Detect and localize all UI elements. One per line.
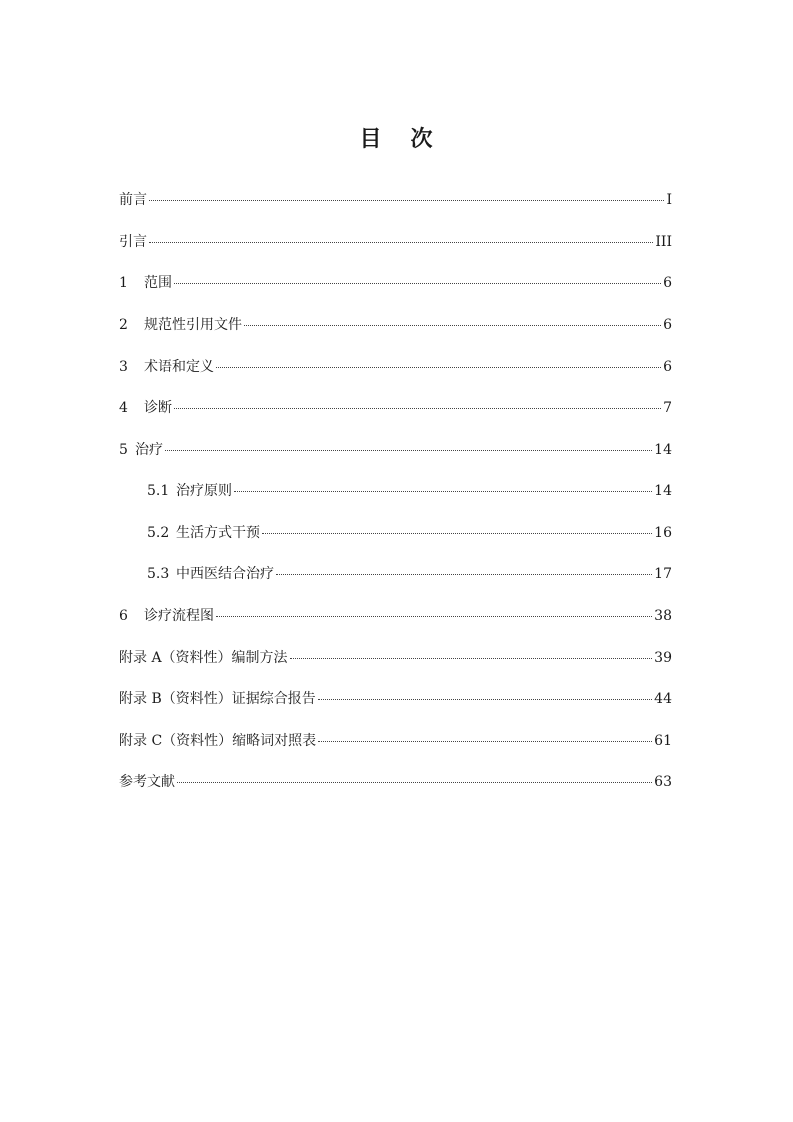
toc-leader bbox=[290, 657, 653, 659]
toc-entry-page: 6 bbox=[663, 359, 672, 375]
toc-leader bbox=[234, 490, 652, 492]
toc-entry-label: 生活方式干预 bbox=[176, 525, 260, 541]
toc-entry-number: 4 bbox=[119, 400, 128, 416]
toc-entry-5-2[interactable] bbox=[147, 522, 672, 544]
toc-entry-label: 治疗原则 bbox=[176, 483, 232, 499]
toc-entry-page: 44 bbox=[654, 691, 672, 707]
toc-entry-number: 2 bbox=[119, 317, 128, 333]
toc-entry-3[interactable] bbox=[119, 356, 672, 378]
toc-entry-label: 引言 bbox=[119, 234, 147, 250]
toc-leader bbox=[318, 698, 652, 700]
toc-entry-label: 附录 A（资料性）编制方法 bbox=[119, 650, 288, 666]
toc-entry-page: 6 bbox=[663, 275, 672, 291]
toc-entry-5-1[interactable] bbox=[147, 480, 672, 502]
toc-entry-page: III bbox=[655, 234, 672, 250]
toc-entry-appendix-a[interactable] bbox=[119, 647, 672, 669]
toc-entry-label: 前言 bbox=[119, 192, 147, 208]
toc-entry-number: 6 bbox=[119, 608, 128, 624]
toc-entry-appendix-c[interactable] bbox=[119, 730, 672, 752]
toc-leader bbox=[262, 532, 652, 534]
toc-entry-number: 5.1 bbox=[147, 483, 170, 499]
toc-entry-number: 3 bbox=[119, 359, 128, 375]
toc-entry-5[interactable] bbox=[119, 439, 672, 461]
toc-leader bbox=[174, 407, 661, 409]
toc-entry-label: 诊疗流程图 bbox=[144, 608, 214, 624]
toc-entry-preface[interactable] bbox=[119, 189, 672, 211]
toc-entry-page: 14 bbox=[654, 483, 672, 499]
toc-entry-4[interactable] bbox=[119, 397, 672, 419]
toc-entry-page: I bbox=[666, 192, 672, 208]
toc-entry-introduction[interactable] bbox=[119, 231, 672, 253]
toc-entry-number: 5.3 bbox=[147, 566, 170, 582]
toc-entry-label: 中西医结合治疗 bbox=[176, 566, 274, 582]
toc-entry-label: 附录 B（资料性）证据综合报告 bbox=[119, 691, 316, 707]
toc-leader bbox=[244, 324, 661, 326]
toc-entry-page: 17 bbox=[654, 566, 672, 582]
title-part-1: 目 bbox=[359, 127, 383, 152]
toc-entry-page: 6 bbox=[663, 317, 672, 333]
toc-entry-5-3[interactable] bbox=[147, 563, 672, 585]
toc-entry-page: 16 bbox=[654, 525, 672, 541]
toc-leader bbox=[216, 615, 652, 617]
toc-leader bbox=[276, 573, 652, 575]
toc-entry-label: 附录 C（资料性）缩略词对照表 bbox=[119, 733, 317, 749]
toc-entry-page: 7 bbox=[663, 400, 672, 416]
toc-entry-page: 14 bbox=[654, 442, 672, 458]
toc-entry-label: 治疗 bbox=[135, 442, 163, 458]
toc-leader bbox=[149, 199, 664, 201]
toc-entry-label: 诊断 bbox=[144, 400, 172, 416]
toc-entry-label: 术语和定义 bbox=[144, 359, 214, 375]
toc-entry-page: 63 bbox=[654, 774, 672, 790]
toc-entry-number: 5.2 bbox=[147, 525, 170, 541]
title-part-2: 次 bbox=[410, 127, 434, 152]
toc-leader bbox=[216, 366, 661, 368]
toc-entry-appendix-b[interactable] bbox=[119, 688, 672, 710]
toc-entry-6[interactable] bbox=[119, 605, 672, 627]
toc-leader bbox=[165, 449, 652, 451]
toc-entry-number: 1 bbox=[119, 275, 128, 291]
toc-entry-page: 61 bbox=[654, 733, 672, 749]
toc-entry-label: 范围 bbox=[144, 275, 172, 291]
toc-entry-page: 39 bbox=[654, 650, 672, 666]
toc-leader bbox=[174, 282, 661, 284]
toc-entry-page: 38 bbox=[654, 608, 672, 624]
toc-entry-number: 5 bbox=[119, 442, 128, 458]
page-title bbox=[0, 122, 793, 153]
toc-entry-2[interactable] bbox=[119, 314, 672, 336]
toc-entry-references[interactable] bbox=[119, 771, 672, 793]
toc-leader bbox=[177, 781, 652, 783]
toc-entry-label: 规范性引用文件 bbox=[144, 317, 242, 333]
toc-leader bbox=[318, 740, 652, 742]
toc-entry-1[interactable] bbox=[119, 272, 672, 294]
toc-leader bbox=[149, 241, 653, 243]
toc-entry-label: 参考文献 bbox=[119, 774, 175, 790]
